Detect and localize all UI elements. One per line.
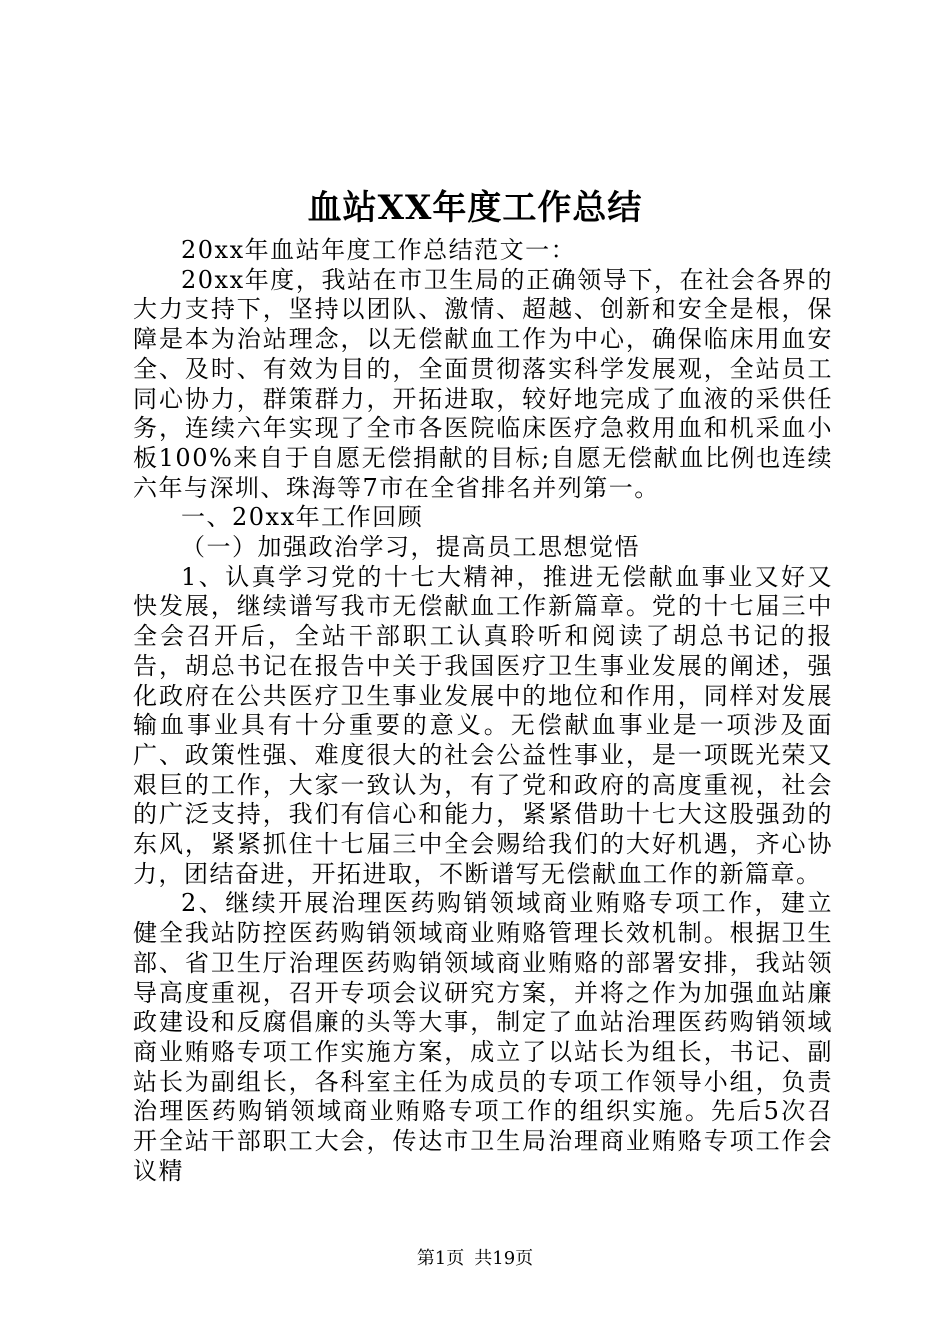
section-heading: 一、20xx年工作回顾 [181, 503, 424, 532]
paragraph-summary: 20xx年度，我站在市卫生局的正确领导下，在社会各界的大力支持下，坚持以团队、激情、超越、创新和安全是根，保障是本为治站理念，以无偿献血工作为中心，确保临床用血安全、及时、有效为目的，全面贯彻落实科学发展观，全站员工同心协力，群策群力，开拓进取，较好地完成了血液的采供任务，连续六年实现了全市各医院临床医疗急救用血和机采血小板100%来自于自愿无偿捐献的目标;自愿无偿献血比例也连续六年与深圳、珠海等7市在全省排名并列第一。 [133, 265, 833, 502]
paragraph-item-1: 1、认真学习党的十七大精神，推进无偿献血事业又好又快发展，继续谱写我市无偿献血工作新篇章。党的十七届三中全会召开后，全站干部职工认真聆听和阅读了胡总书记的报告，胡总书记在报告中关于我国医疗卫生事业发展的阐述，强化政府在公共医疗卫生事业发展中的地位和作用，同样对发展输血事业具有十分重要的意义。无偿献血事业是一项涉及面广、政策性强、难度很大的社会公益性事业，是一项既光荣又艰巨的工作，大家一致认为，有了党和政府的高度重视，社会的广泛支持，我们有信心和能力，紧紧借助十七大这股强劲的东风，紧紧抓住十七届三中全会赐给我们的大好机遇，齐心协力，团结奋进，开拓进取，不断谱写无偿献血工作的新篇章。 [133, 562, 833, 888]
subsection-heading: （一）加强政治学习，提高员工思想觉悟 [181, 533, 640, 562]
paragraph-item-2: 2、继续开展治理医药购销领域商业贿赂专项工作，建立健全我站防控医药购销领域商业贿赂管理长效机制。根据卫生部、省卫生厅治理医药购销领域商业贿赂的部署安排，我站领导高度重视，召开专项会议研究方案，并将之作为加强血站廉政建设和反腐倡廉的头等大事，制定了血站治理医药购销领域商业贿赂专项工作实施方案，成立了以站长为组长，书记、副站长为副组长，各科室主任为成员的专项工作领导小组，负责治理医药购销领域商业贿赂专项工作的组织实施。先后5次召开全站干部职工大会，传达市卫生局治理商业贿赂专项工作会议精 [133, 889, 833, 1185]
page-number: 第1页 [416, 1248, 465, 1269]
page-total: 共19页 [474, 1248, 534, 1269]
page-footer [0, 1247, 950, 1271]
document-body [133, 236, 833, 1187]
paragraph-intro: 20xx年血站年度工作总结范文一： [181, 236, 577, 264]
document-title: 血站XX年度工作总结 [307, 188, 643, 228]
